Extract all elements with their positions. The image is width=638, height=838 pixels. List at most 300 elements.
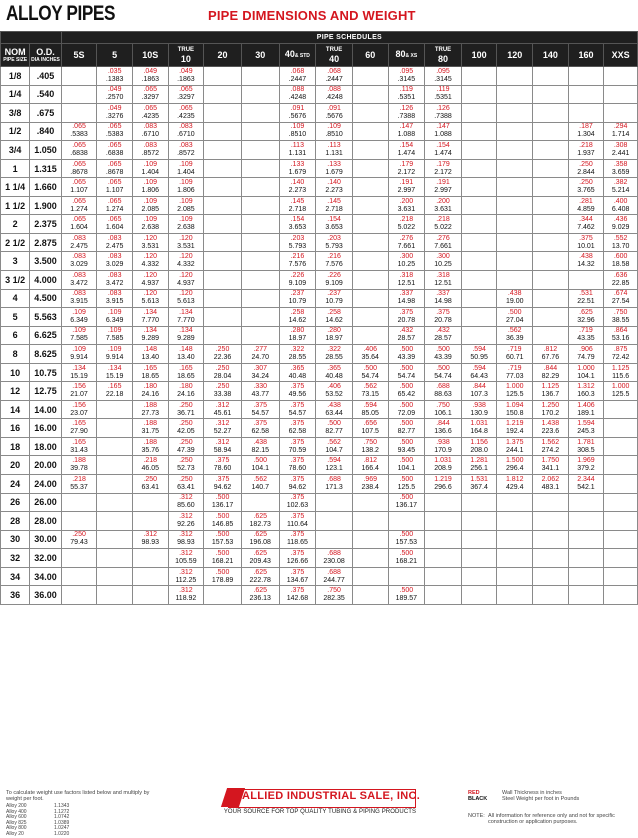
weight-per-foot: 1.404	[141, 168, 160, 176]
wall-thickness: .500	[399, 420, 414, 428]
weight-per-foot: 22.18	[105, 391, 124, 399]
schedule-cell	[497, 104, 533, 123]
schedule-cell	[425, 196, 462, 215]
wall-thickness: .154	[436, 141, 450, 149]
weight-per-foot: 1.937	[577, 149, 595, 157]
outside-diameter: 1.315	[30, 159, 61, 178]
schedule-cell	[497, 271, 533, 290]
weight-per-foot: 3.653	[325, 224, 343, 232]
weight-per-foot: 1.474	[434, 149, 452, 157]
wall-thickness: .091	[290, 104, 305, 112]
outside-diameter: 32.00	[30, 549, 61, 568]
schedule-cell	[604, 567, 638, 586]
schedule-cell	[497, 530, 533, 549]
wall-thickness: .218	[72, 475, 86, 483]
schedule-cell	[388, 104, 425, 123]
weight-per-foot: 64.43	[470, 372, 488, 380]
wall-thickness: .109	[143, 160, 158, 168]
weight-per-foot: 82.77	[325, 428, 343, 436]
wall-thickness: .406	[327, 383, 341, 391]
nominal-size: 8	[1, 345, 30, 364]
wall-thickness: .133	[327, 160, 341, 168]
schedule-cell	[168, 85, 204, 104]
schedule-cell	[533, 345, 569, 364]
schedule-cell	[497, 308, 533, 327]
weight-per-foot: 1.806	[177, 187, 195, 195]
schedule-cell	[497, 141, 533, 160]
weight-per-foot: .5351	[397, 94, 416, 102]
wall-thickness: 1.781	[577, 438, 595, 446]
weight-per-foot: 7.576	[288, 261, 307, 269]
alloy-factor-row: Alloy 20 1.0220	[6, 830, 70, 837]
wall-thickness: .312	[179, 512, 193, 520]
wall-thickness: .191	[436, 179, 450, 187]
schedule-cell	[204, 586, 242, 605]
wall-thickness: .083	[72, 290, 86, 298]
wall-thickness: 1.750	[541, 457, 560, 465]
weight-per-foot: .3145	[397, 75, 416, 83]
wall-thickness: .281	[579, 197, 593, 205]
outside-diameter: 20.00	[30, 456, 61, 475]
wall-thickness: .165	[72, 438, 86, 446]
outside-diameter: 3.500	[30, 252, 61, 271]
wall-thickness: .500	[399, 587, 414, 595]
wall-thickness: .938	[436, 438, 450, 446]
wall-thickness: .250	[72, 531, 86, 539]
schedule-cell	[61, 122, 97, 141]
wall-thickness: .109	[107, 327, 122, 335]
wall-thickness: .594	[363, 401, 378, 409]
wall-thickness: .322	[327, 345, 341, 353]
outside-diameter: 16.00	[30, 419, 61, 438]
wall-thickness: .938	[472, 401, 486, 409]
schedule-cell	[132, 215, 168, 234]
weight-per-foot: 46.05	[141, 465, 160, 473]
schedule-cell	[316, 215, 353, 234]
schedule-cell	[316, 586, 353, 605]
weight-per-foot: 9.289	[177, 335, 195, 343]
weight-per-foot: 138.2	[361, 446, 379, 454]
schedule-cell	[61, 308, 97, 327]
weight-per-foot: 5.022	[397, 224, 416, 232]
alloy-factor-row: Alloy 200 1.1343	[6, 803, 70, 809]
weight-per-foot: 296.4	[505, 465, 524, 473]
table-row	[1, 530, 638, 549]
schedule-cell	[97, 400, 133, 419]
schedule-cell	[97, 67, 133, 86]
schedule-cell	[533, 549, 569, 568]
schedule-cell	[425, 530, 462, 549]
weight-per-foot: 53.16	[611, 335, 630, 343]
schedule-cell	[604, 233, 638, 252]
schedule-cell	[604, 271, 638, 290]
schedule-cell	[241, 345, 279, 364]
wall-thickness: .750	[327, 587, 341, 595]
wall-thickness: .120	[143, 271, 158, 279]
wall-thickness: .250	[179, 401, 193, 409]
pipe-dimensions-table	[0, 31, 638, 605]
schedule-cell	[279, 289, 316, 308]
schedule-cell	[132, 178, 168, 197]
schedule-cell	[279, 382, 316, 401]
table-row	[1, 196, 638, 215]
schedule-cell	[204, 308, 242, 327]
schedule-cell	[279, 419, 316, 438]
schedule-cell	[533, 308, 569, 327]
weight-per-foot: 92.26	[177, 520, 195, 528]
schedule-cell	[568, 567, 604, 586]
weight-per-foot: 5.613	[141, 298, 160, 306]
weight-per-foot: 82.29	[541, 372, 560, 380]
weight-per-foot: 3.659	[611, 168, 630, 176]
schedule-cell	[388, 289, 425, 308]
schedule-cell	[97, 233, 133, 252]
schedule-cell	[461, 456, 497, 475]
schedule-cell	[168, 512, 204, 531]
weight-per-foot: 2.844	[577, 168, 595, 176]
wall-thickness: .049	[107, 104, 122, 112]
weight-per-foot: 170.9	[434, 446, 452, 454]
schedule-cell	[204, 141, 242, 160]
schedule-cell	[604, 122, 638, 141]
wall-thickness: .500	[399, 383, 414, 391]
schedule-cell	[425, 437, 462, 456]
outside-diameter: 26.00	[30, 493, 61, 512]
nominal-size: 2	[1, 215, 30, 234]
outside-diameter: 1.050	[30, 141, 61, 160]
weight-per-foot: 31.75	[141, 428, 160, 436]
schedule-cell	[352, 419, 388, 438]
weight-per-foot: 43.35	[577, 335, 595, 343]
weight-per-foot: 3.531	[177, 242, 195, 250]
weight-per-foot: 98.93	[141, 539, 160, 547]
schedule-cell	[97, 159, 133, 178]
schedule-cell	[568, 215, 604, 234]
schedule-cell	[461, 549, 497, 568]
wall-thickness: .120	[179, 290, 193, 298]
schedule-cell	[604, 475, 638, 494]
wall-thickness: .500	[215, 531, 230, 539]
wall-thickness: .552	[613, 234, 628, 242]
schedule-cell	[461, 233, 497, 252]
schedule-cell	[604, 159, 638, 178]
nominal-size: 10	[1, 363, 30, 382]
wall-thickness: .436	[613, 216, 628, 224]
schedule-cell	[132, 512, 168, 531]
wall-thickness: .375	[290, 420, 305, 428]
wall-thickness: .133	[290, 160, 305, 168]
schedule-cell	[604, 530, 638, 549]
wall-thickness: 2.344	[577, 475, 595, 483]
schedule-cell	[388, 530, 425, 549]
schedule-cell	[388, 122, 425, 141]
weight-per-foot: 9.289	[141, 335, 160, 343]
schedule-cell	[97, 122, 133, 141]
weight-per-foot: 6.349	[105, 316, 124, 324]
table-row	[1, 400, 638, 419]
weight-per-foot: 5.613	[177, 298, 195, 306]
schedule-cell	[352, 437, 388, 456]
schedule-cell	[97, 85, 133, 104]
wall-thickness: 1.812	[505, 475, 524, 483]
schedule-cell	[279, 400, 316, 419]
wall-thickness: .250	[179, 457, 193, 465]
schedule-cell	[132, 289, 168, 308]
weight-per-foot: 3.631	[434, 205, 452, 213]
wall-thickness: .688	[327, 568, 341, 576]
schedule-cell	[388, 215, 425, 234]
wall-thickness: .432	[399, 327, 414, 335]
outside-diameter: .405	[30, 67, 61, 86]
weight-per-foot: 115.6	[612, 372, 630, 380]
wall-thickness: 1.125	[611, 364, 630, 372]
wall-thickness: .438	[507, 290, 522, 298]
weight-per-foot: 54.74	[361, 372, 379, 380]
wall-thickness: .382	[613, 179, 628, 187]
weight-per-foot: 22.85	[611, 279, 630, 287]
schedule-cell	[61, 512, 97, 531]
weight-per-foot: 1.088	[397, 131, 416, 139]
weight-per-foot: 7.661	[434, 242, 452, 250]
table-row	[1, 345, 638, 364]
schedule-cell	[241, 512, 279, 531]
schedule-cell	[425, 512, 462, 531]
schedule-cell	[241, 159, 279, 178]
schedule-cell	[279, 586, 316, 605]
schedule-cell	[461, 178, 497, 197]
weight-per-foot: 24.70	[251, 353, 269, 361]
schedule-cell	[533, 67, 569, 86]
nominal-size: 14	[1, 400, 30, 419]
schedule-cell	[241, 363, 279, 382]
schedule-cell	[168, 289, 204, 308]
schedule-cell	[568, 400, 604, 419]
schedule-cell	[132, 363, 168, 382]
wall-thickness: .365	[290, 364, 305, 372]
table-row	[1, 382, 638, 401]
weight-per-foot: 23.07	[70, 409, 88, 417]
schedule-cell	[604, 215, 638, 234]
wall-thickness: .113	[290, 141, 304, 149]
schedule-cell	[497, 289, 533, 308]
schedule-cell	[241, 233, 279, 252]
weight-per-foot: 2.441	[611, 149, 630, 157]
schedule-cell	[279, 308, 316, 327]
weight-per-foot: 110.64	[286, 520, 308, 528]
schedule-cell	[204, 567, 242, 586]
wall-thickness: .109	[143, 197, 158, 205]
schedule-cell	[461, 345, 497, 364]
wall-thickness: .500	[215, 512, 230, 520]
weight-per-foot: 28.55	[325, 353, 343, 361]
schedule-header-4: 20	[204, 44, 242, 67]
wall-thickness: .562	[327, 438, 341, 446]
weight-per-foot: 14.32	[577, 261, 595, 269]
weight-per-foot: 1.107	[105, 187, 124, 195]
wall-thickness: .500	[399, 438, 414, 446]
wall-thickness: .109	[143, 216, 158, 224]
weight-per-foot: 308.5	[577, 446, 595, 454]
weight-per-foot: 136.17	[395, 502, 418, 510]
schedule-cell	[533, 326, 569, 345]
wall-thickness: .312	[179, 531, 193, 539]
schedule-cell	[568, 159, 604, 178]
schedule-cell	[132, 326, 168, 345]
schedule-cell	[388, 382, 425, 401]
weight-per-foot: 28.57	[397, 335, 416, 343]
schedule-header-0: 5S	[61, 44, 97, 67]
schedule-cell	[388, 326, 425, 345]
weight-per-foot: 118.65	[286, 539, 308, 547]
wall-thickness: .065	[107, 216, 122, 224]
wall-thickness: .083	[72, 271, 86, 279]
schedule-cell	[568, 271, 604, 290]
weight-per-foot: 2.638	[177, 224, 195, 232]
schedule-cell	[168, 308, 204, 327]
wall-thickness: .594	[327, 457, 341, 465]
schedule-cell	[497, 400, 533, 419]
nominal-size: 1/4	[1, 85, 30, 104]
schedule-cell	[461, 289, 497, 308]
schedule-cell	[568, 85, 604, 104]
wall-thickness: .375	[253, 401, 268, 409]
schedule-cell	[279, 85, 316, 104]
schedule-cell	[316, 493, 353, 512]
weight-per-foot: 35.76	[141, 446, 160, 454]
wall-thickness: 1.500	[505, 457, 524, 465]
wall-thickness: .140	[327, 179, 341, 187]
schedule-cell	[352, 326, 388, 345]
table-row	[1, 308, 638, 327]
table-row	[1, 326, 638, 345]
schedule-cell	[316, 382, 353, 401]
schedule-cell	[568, 475, 604, 494]
wall-thickness: .312	[179, 568, 193, 576]
schedule-cell	[132, 400, 168, 419]
wall-thickness: .065	[179, 104, 193, 112]
wall-thickness: .109	[72, 308, 86, 316]
weight-per-foot: 2.273	[288, 187, 307, 195]
weight-per-foot: 65.42	[397, 391, 416, 399]
weight-per-foot: .4235	[177, 112, 195, 120]
schedule-cell	[316, 122, 353, 141]
wall-thickness: .375	[290, 587, 305, 595]
wall-thickness: .719	[579, 327, 593, 335]
wall-thickness: .148	[143, 345, 158, 353]
outside-diameter: 18.00	[30, 437, 61, 456]
wall-thickness: .280	[290, 327, 305, 335]
schedule-cell	[461, 363, 497, 382]
schedule-cell	[61, 567, 97, 586]
schedule-cell	[61, 326, 97, 345]
schedule-cell	[132, 456, 168, 475]
schedule-cell	[425, 85, 462, 104]
schedule-cell	[279, 530, 316, 549]
wall-thickness: .035	[107, 67, 122, 75]
weight-per-foot: 104.1	[397, 465, 416, 473]
schedule-cell	[568, 196, 604, 215]
schedule-cell	[241, 196, 279, 215]
wall-thickness: .065	[72, 197, 86, 205]
schedule-cell	[352, 271, 388, 290]
table-row	[1, 67, 638, 86]
weight-per-foot: 189.1	[577, 409, 595, 417]
weight-per-foot: 67.76	[541, 353, 560, 361]
schedule-cell	[604, 437, 638, 456]
weight-per-foot: 1.107	[70, 187, 88, 195]
weight-per-foot: 78.60	[213, 465, 232, 473]
schedule-cell	[61, 271, 97, 290]
schedule-cell	[352, 252, 388, 271]
schedule-cell	[61, 178, 97, 197]
schedule-cell	[279, 271, 316, 290]
schedule-cell	[241, 456, 279, 475]
weight-per-foot: 168.21	[395, 557, 418, 565]
weight-per-foot: 47.39	[177, 446, 195, 454]
wall-thickness: .562	[507, 327, 522, 335]
wall-thickness: .165	[107, 383, 122, 391]
wall-thickness: 1.219	[434, 475, 452, 483]
wall-thickness: 1.969	[577, 457, 595, 465]
schedule-cell	[388, 196, 425, 215]
wall-thickness: .375	[290, 475, 305, 483]
schedule-cell	[132, 493, 168, 512]
weight-per-foot: 106.1	[434, 409, 452, 417]
weight-per-foot: 142.68	[286, 595, 309, 603]
wall-thickness: .688	[436, 383, 450, 391]
schedule-cell	[61, 67, 97, 86]
wall-thickness: .179	[436, 160, 450, 168]
weight-per-foot: 5.022	[434, 224, 452, 232]
wall-thickness: .120	[143, 253, 158, 261]
schedule-cell	[168, 400, 204, 419]
weight-per-foot: 1.131	[325, 149, 343, 157]
legend-black-text: Steel Weight per foot in Pounds	[502, 796, 580, 803]
wall-thickness: .120	[179, 253, 193, 261]
legend-black-label: BLACK	[468, 796, 488, 803]
wall-thickness: .636	[613, 271, 628, 279]
wall-thickness: .065	[107, 160, 122, 168]
weight-per-foot: 3.765	[577, 187, 595, 195]
weight-per-foot: 10.79	[325, 298, 343, 306]
weight-per-foot: 6.349	[70, 316, 88, 324]
schedule-cell	[316, 178, 353, 197]
weight-per-foot: 28.55	[288, 353, 307, 361]
schedule-cell	[461, 437, 497, 456]
wall-thickness: .375	[215, 475, 230, 483]
wall-thickness: .154	[290, 216, 305, 224]
wall-thickness: 1.219	[505, 420, 524, 428]
schedule-cell	[568, 437, 604, 456]
weight-per-foot: 9.029	[611, 224, 630, 232]
weight-per-foot: 32.96	[577, 316, 595, 324]
schedule-cell	[168, 363, 204, 382]
wall-thickness: .312	[143, 531, 158, 539]
wall-thickness: .109	[107, 308, 122, 316]
schedule-cell	[61, 400, 97, 419]
schedule-cell	[316, 419, 353, 438]
wall-thickness: .083	[107, 290, 122, 298]
schedule-cell	[352, 567, 388, 586]
wall-thickness: .188	[143, 438, 158, 446]
legend-red-text: Wall Thickness in inches	[502, 790, 562, 796]
schedule-cell	[132, 122, 168, 141]
weight-per-foot: 189.57	[395, 595, 418, 603]
schedule-header-2: 10S	[132, 44, 168, 67]
schedule-cell	[568, 493, 604, 512]
wall-thickness: .375	[290, 531, 305, 539]
weight-per-foot: 54.57	[251, 409, 269, 417]
